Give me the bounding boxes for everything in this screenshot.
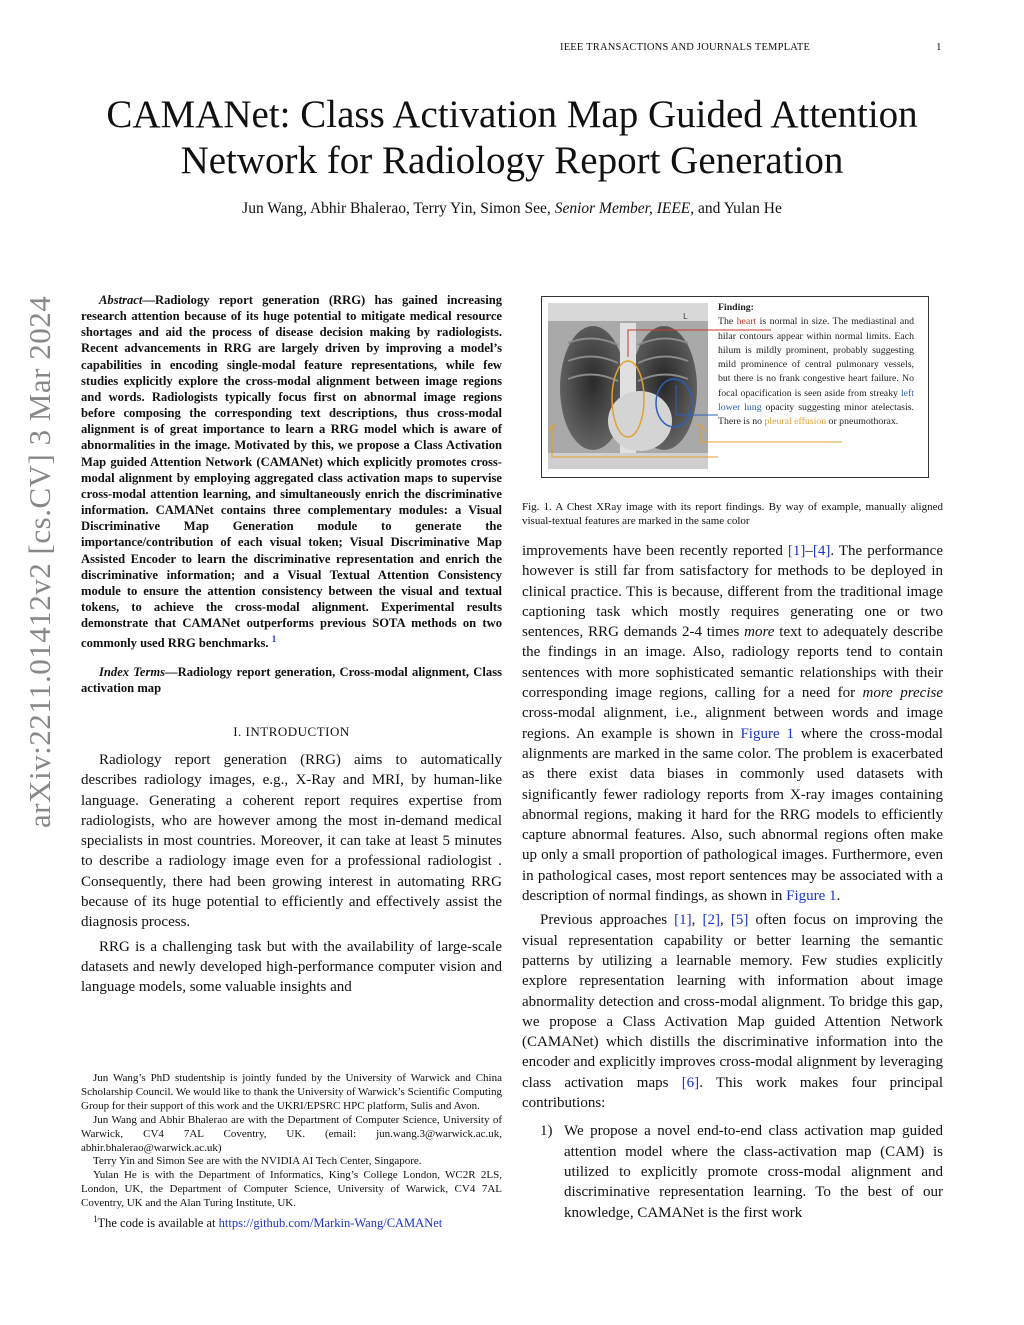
intro-paragraph-1: Radiology report generation (RRG) aims to automatically describes radiology images, e.g., X-Ray and MRI, by human-like language. Generating a coherent report requires expertise from radiologists, who are however among the most in-demand medical specialists in most countries. Moreover, it can take at least 5 minutes to describe a radiology image even for a professional radiologist . Consequently, there had been growing interest in automating RRG because of its huge potential to efficiently and effectively assist the diagnosis process. <box>81 751 502 931</box>
cite-6[interactable]: [6] <box>681 1074 700 1091</box>
p2-sep1: , <box>691 912 703 929</box>
intro-paragraph-2: RRG is a challenging task but with the availability of large-scale datasets and newly developed high-performance computer vision and language models, some valuable insights and <box>81 938 502 996</box>
title-line-2: Network for Radiology Report Generation <box>180 139 844 182</box>
p1-a: improvements have been recently reported <box>522 543 788 559</box>
p2-b: often focus on improving the visual representation capability or better learning the semantic patterns by utilizing a learnable memory. Few studies explicitly explore representation learning with information about image abnormality detection and cross-modal alignment. To bridge this gap, we propose a Class Activation Map guided Attention Network (CAMANet) which distills the discriminative information into the encoder and explicitly improves cross-modal alignment by leveraging class activation maps <box>522 912 944 1091</box>
footnote-affiliation-kcl: Yulan He is with the Department of Informatics, King’s College London, WC2R 2LS, London, UK, the Department of Computer Science, University of Warwick, CV4 7AL Coventry, UK and the Alan Turing Institute, UK. <box>81 1169 502 1210</box>
footnote-code <box>81 1213 502 1231</box>
p1-e: where the cross-modal alignments are marked in the same color. The problem is exacerbated as there exist data biases in commonly used datasets with significantly fewer radiology reports from X-ray images containing abnormal regions, making it hard for the RRG models to efficiently capture abnormal features. Also, such abnormal regions often make up only a small proportion of pathological images. Furthermore, even in pathological cases, most report sentences may be associated with a description of normal findings, as shown in <box>522 725 943 905</box>
figure-ref-2[interactable]: Figure 1 <box>786 888 837 905</box>
figure-ref-1[interactable]: Figure 1 <box>740 725 794 742</box>
p2-c: . This work makes four principal contributions: <box>522 1074 943 1112</box>
finding-heart: heart <box>736 316 757 328</box>
author-list <box>60 200 964 218</box>
index-terms <box>81 664 502 696</box>
footnote-code-text: The code is available at <box>97 1216 219 1231</box>
index-terms-text: —Radiology report generation, Cross-modal alignment, Class activation map <box>81 664 502 695</box>
authors-role: Senior Member, IEEE <box>554 200 691 217</box>
finding-lung: left lower lung <box>718 387 914 414</box>
finding-text-4: or pneumothorax. <box>826 416 899 428</box>
finding-text <box>718 301 914 430</box>
p1-c: text to adequately describe the findings in an image. Also, radiology reports tend to contain sentences with more sophisticated semantic relationships with their corresponding image regions, calling for a need for <box>522 624 943 702</box>
cite-1[interactable]: [1] <box>787 543 806 559</box>
footnote-affiliation-nvidia: Terry Yin and Simon See are with the NVIDIA AI Tech Center, Singapore. <box>93 1155 422 1168</box>
p1-f: . <box>836 888 841 905</box>
footnote-code-mark: 1 <box>93 1214 98 1225</box>
left-column <box>81 292 502 998</box>
p1-d: cross-modal alignment, i.e., alignment between words and image regions. An example is shown in <box>522 705 943 742</box>
contribution-number: 1) <box>540 1123 553 1140</box>
footnote-funding: Jun Wang’s PhD studentship is jointly funded by the University of Warwick and China Scholarship Council. We would like to thank the University of Warwick’s Scientific Computing Group for their support of this work and the UKRI/EPSRC HPC platform, Sulis and Avon. <box>81 1072 502 1112</box>
xray-marker: L <box>683 312 688 321</box>
authors-names: Jun Wang, Abhir Bhalerao, Terry Yin, Simon See, <box>242 200 555 217</box>
footnotes <box>81 1072 502 1231</box>
finding-text-2: is normal in size. The mediastinal and hilar contours appear within normal limits. Each hilum is mildly prominent, probably suggesting mild prominence of central pulmonary vessels, but there is no frank congestive heart failure. No focal opacification is seen aside from streaky <box>718 316 914 399</box>
finding-text-1: The <box>718 316 737 328</box>
p1-more: more <box>744 624 775 641</box>
right-column <box>522 541 943 1223</box>
page-number: 1 <box>936 41 942 53</box>
contributions-list <box>522 1121 943 1222</box>
abstract-text: —Radiology report generation (RRG) has gained increasing research attention because of its huge potential to mitigate medical resource shortages and aid the process of disease decision making by radiologists. Recent advancements in RRG are largely driven by improving a model’s capabilities in encoding single-modal feature representations, while few studies explicitly explore the cross-modal alignment between image regions and words. Radiologists typically focus first on abnormal image regions before composing the corresponding text descriptions, thus cross-modal alignment is of great importance to learn a RRG model which is aware of abnormalities in the image. Motivated by this, we propose a Class Activation Map guided Attention Network (CAMANet) which explicitly promotes cross-modal alignment by employing aggregated class activation maps to supervise cross-modal attention learning, and simultaneously enrich the discriminative information. CAMANet contains three complementary modules: a Visual Discriminative Map Generation module to generate the importance/contribution of each visual token; Visual Discriminative Map Assisted Encoder to learn the discriminative representation and enrich the discriminative information; and a Visual Textual Attention Consistency module to ensure the attention consistency between the visual and textual tokens, to achieve the cross-modal alignment. Experimental results demonstrate that CAMANet outperforms previous SOTA methods on two commonly used RRG benchmarks. <box>81 293 502 651</box>
p1-more-precise: more precise <box>862 685 944 702</box>
running-header: IEEE TRANSACTIONS AND JOURNALS TEMPLATE <box>560 42 811 53</box>
abstract-lead: Abstract <box>99 293 143 307</box>
section-title-introduction: I. INTRODUCTION <box>233 723 350 739</box>
finding-effusion: pleural effusion <box>764 416 827 428</box>
finding-label: Finding: <box>718 302 754 313</box>
finding-text-3: opacity suggesting minor atelectasis. There is no <box>718 402 914 428</box>
footnote-affiliation-warwick: Jun Wang and Abhir Bhalerao are with the Department of Computer Science, University of Warwick, CV4 7AL Coventry, UK. (email: jun.wang.3@warwick.ac.uk, abhir.bhalerao@warwick.ac.uk) <box>81 1113 502 1154</box>
figure-1 <box>541 296 929 478</box>
abstract-footnote-mark[interactable]: 1 <box>271 634 277 645</box>
right-paragraph-2 <box>522 910 943 1113</box>
paper-title <box>60 92 964 184</box>
abstract <box>81 292 502 652</box>
cite-4[interactable]: [4] <box>812 543 831 559</box>
p2-a: Previous approaches <box>540 912 675 929</box>
index-terms-lead: Index Terms <box>99 664 166 679</box>
p1-b: . The performance however is still far from satisfactory for methods to be deployed in clinical practice. This is because, different from the traditional image captioning task which mostly requires generating one or two sentences, RRG demands 2-4 times <box>522 543 943 641</box>
cite-1b[interactable]: [1] <box>674 912 692 929</box>
figure-1-caption: Fig. 1. A Chest XRay image with its report findings. By way of example, manually aligned visual-textual features are marked in the same color <box>522 501 943 527</box>
cite-5[interactable]: [5] <box>730 912 749 929</box>
contribution-text: We propose a novel end-to-end class activation map guided attention model where the class-activation map (CAM) is utilized to explicitly promote cross-modal alignment and discriminative representation learning. To the best of our knowledge, CAMANet is the first work <box>564 1123 943 1221</box>
cite-2[interactable]: [2] <box>702 912 721 929</box>
p1-dash: – <box>805 543 813 559</box>
arxiv-stamp: arXiv:2211.01412v2 [cs.CV] 3 Mar 2024 <box>22 295 57 828</box>
code-url-link[interactable]: https://github.com/Markin-Wang/CAMANet <box>218 1216 443 1231</box>
contribution-item <box>522 1121 943 1222</box>
p2-sep2: , <box>720 912 731 929</box>
right-paragraph-1 <box>522 541 943 906</box>
title-line-1: CAMANet: Class Activation Map Guided Attention <box>106 93 918 136</box>
authors-last: , and Yulan He <box>690 200 782 217</box>
